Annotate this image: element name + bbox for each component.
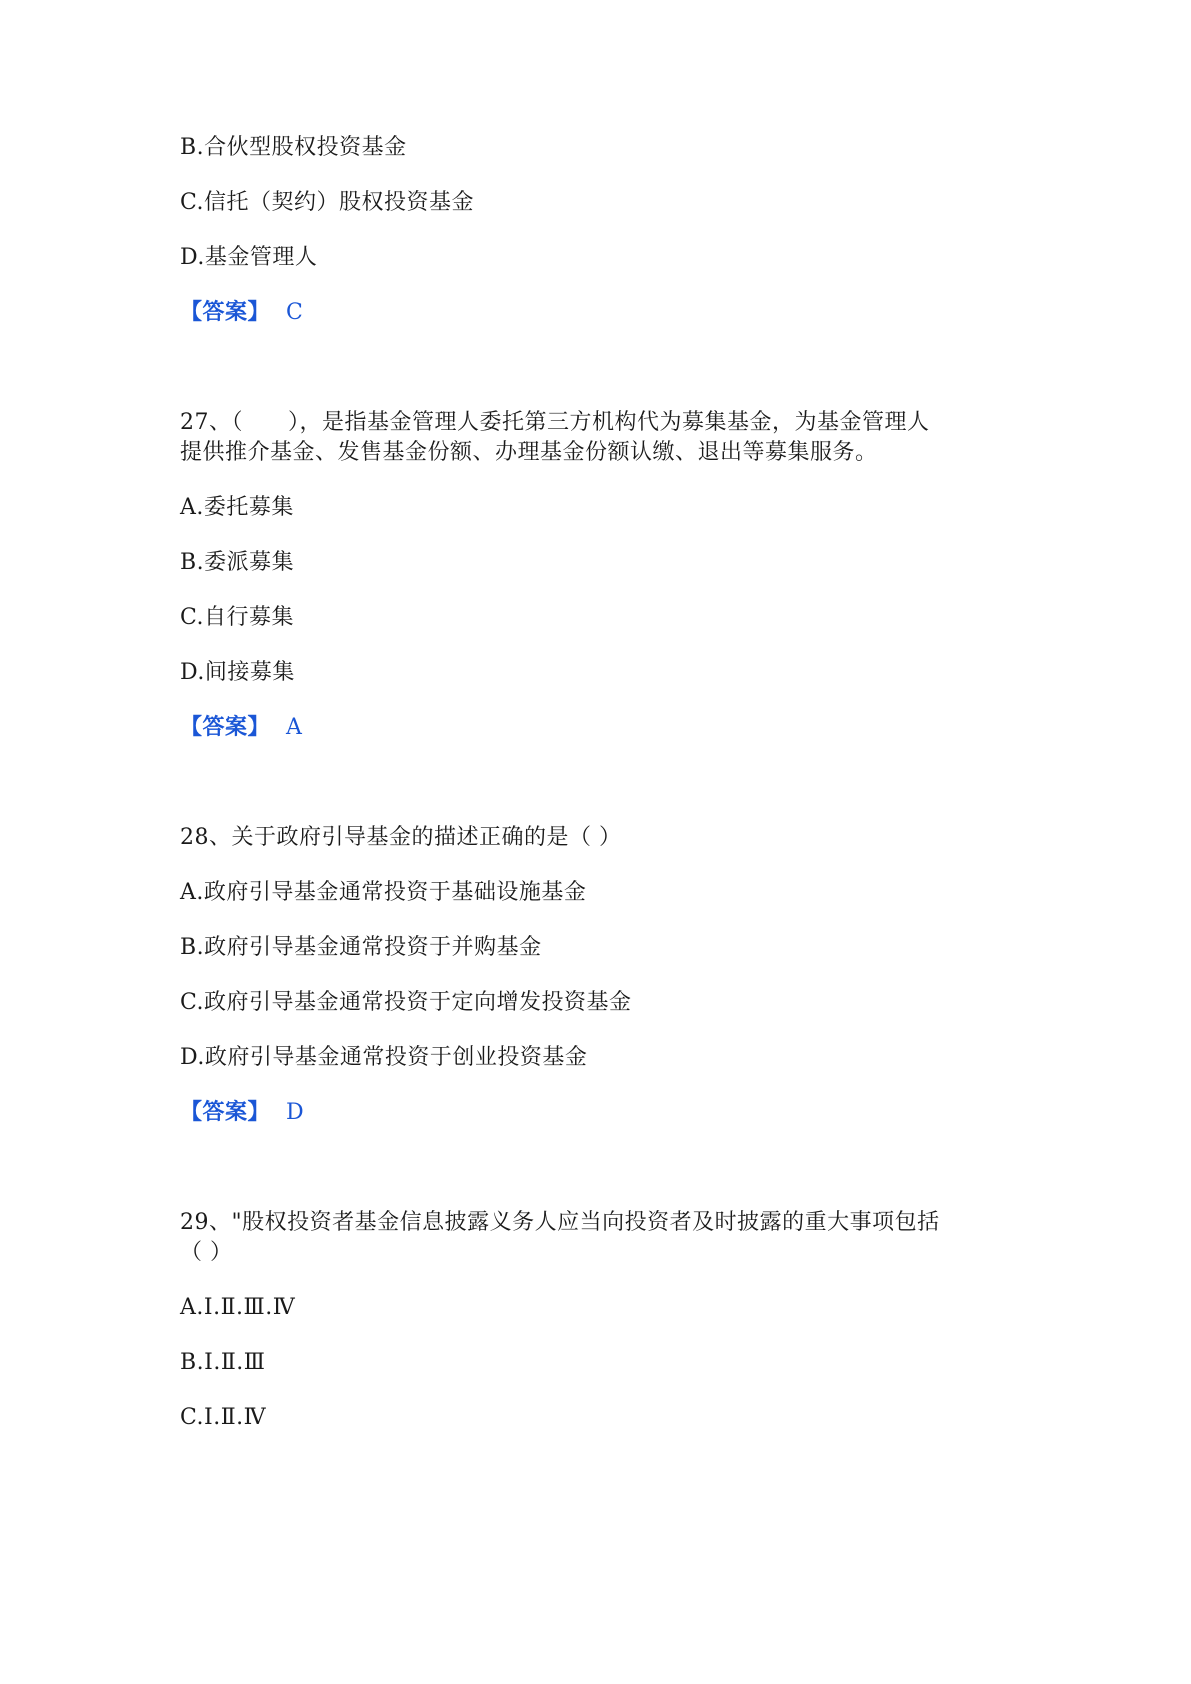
q26-answer-label: 【答案】 [180,300,271,325]
q28-option-d: D.政府引导基金通常投资于创业投资基金 [180,1045,588,1070]
q26-answer [180,298,303,328]
q28-answer [180,1098,304,1128]
q29-option-b: B.Ⅰ.Ⅱ.Ⅲ [180,1350,266,1375]
q29-stem-line1: 29、"股权投资者基金信息披露义务人应当向投资者及时披露的重大事项包括 [180,1210,940,1235]
q29-option-c: C.Ⅰ.Ⅱ.Ⅳ [180,1405,267,1430]
q28-option-c: C.政府引导基金通常投资于定向增发投资基金 [180,990,632,1015]
q27-answer [180,713,302,743]
q27-option-d: D.间接募集 [180,660,295,685]
q27-answer-label: 【答案】 [180,715,271,740]
q28-answer-value: D [286,1100,305,1125]
q27-stem-line2: 提供推介基金、发售基金份额、办理基金份额认缴、退出等募集服务。 [180,440,878,465]
q29-stem-line2: （ ） [180,1240,233,1265]
q27-answer-value: A [286,715,303,740]
q27-option-c: C.自行募集 [180,605,295,630]
q27-option-b: B.委派募集 [180,550,295,575]
q26-option-c: C.信托（契约）股权投资基金 [180,190,475,215]
q26-answer-value: C [286,300,304,325]
q26-option-b: B.合伙型股权投资基金 [180,135,407,160]
q28-option-a: A.政府引导基金通常投资于基础设施基金 [180,880,587,905]
q28-option-b: B.政府引导基金通常投资于并购基金 [180,935,542,960]
q27-option-a: A.委托募集 [180,495,294,520]
q28-stem: 28、关于政府引导基金的描述正确的是（ ） [180,825,622,850]
q27-stem-line1: 27、（ ），是指基金管理人委托第三方机构代为募集基金，为基金管理人 [180,410,930,435]
q26-option-d: D.基金管理人 [180,245,318,270]
q29-option-a: A.Ⅰ.Ⅱ.Ⅲ.Ⅳ [180,1295,296,1320]
q28-answer-label: 【答案】 [180,1100,271,1125]
